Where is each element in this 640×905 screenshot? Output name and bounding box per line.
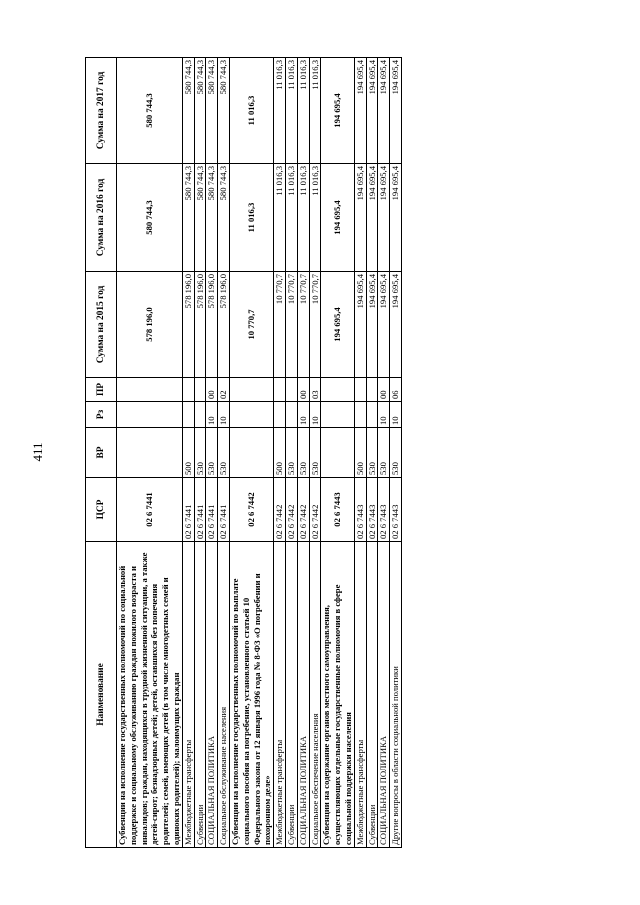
row-rz: [229, 402, 273, 428]
row-sum-2015: 194 695,4: [321, 272, 354, 378]
row-sum-2016: 580 744,3: [182, 164, 194, 272]
row-pr: [182, 378, 194, 402]
row-sum-2016: 11 016,3: [297, 164, 309, 272]
row-sum-2015: 10 770,7: [274, 272, 286, 378]
row-rz: [182, 402, 194, 428]
row-sum-2015: 10 770,7: [229, 272, 273, 378]
row-pr: [274, 378, 286, 402]
row-csr: 02 6 7441: [117, 478, 183, 542]
row-name: Субвенции на исполнение государственных полномочий по социальной поддержке и социальному обслуживанию граждан пожилого возраста и инвалидов; граждан, находящихся в трудной жизненной ситуации, а также детей-сирот; безнадзорных детей; детей, оставшихся без попечения родителей; семей, имеющих детей (в том числе многодетных семей и одиноких родителей); малоимущих граждан: [117, 542, 183, 848]
row-pr: [194, 378, 206, 402]
row-sum-2016: 580 744,3: [194, 164, 206, 272]
row-name: Субвенции: [194, 542, 206, 848]
row-vr: 530: [297, 428, 309, 478]
row-pr: 00: [297, 378, 309, 402]
row-rz: 10: [309, 402, 321, 428]
row-sum-2017: 11 016,3: [297, 58, 309, 164]
row-rz: 10: [378, 402, 390, 428]
table-row: [274, 58, 286, 848]
row-pr: [285, 378, 297, 402]
row-name: Субвенции на содержание органов местного самоуправления, осуществляющих отдельные государственные полномочия в сфере социальной поддержки населения: [321, 542, 354, 848]
row-sum-2015: 194 695,4: [354, 272, 366, 378]
row-vr: 500: [182, 428, 194, 478]
row-sum-2016: 11 016,3: [274, 164, 286, 272]
table-row: [206, 58, 218, 848]
row-sum-2017: 11 016,3: [285, 58, 297, 164]
row-name: Социальное обеспечение населения: [309, 542, 321, 848]
row-name: Межбюджетные трансферты: [182, 542, 194, 848]
row-name: Субвенции на исполнение государственных полномочий по выплате социального пособия на погребение, установленного статьей 10 Федерального закона от 12 января 1996 года № 8-ФЗ «О погребении и похоронном деле»: [229, 542, 273, 848]
row-rz: 10: [390, 402, 402, 428]
row-csr: 02 6 7442: [285, 478, 297, 542]
row-sum-2017: 11 016,3: [274, 58, 286, 164]
table-row: [117, 58, 183, 848]
table-header-row: [86, 58, 117, 848]
row-name: Субвенции: [366, 542, 378, 848]
row-sum-2017: 580 744,3: [117, 58, 183, 164]
header-2015: Сумма на 2015 год: [86, 272, 117, 378]
header-2017: Сумма на 2017 год: [86, 58, 117, 164]
row-rz: [366, 402, 378, 428]
header-pr: ПР: [86, 378, 117, 402]
row-pr: 00: [206, 378, 218, 402]
row-sum-2017: 580 744,3: [218, 58, 230, 164]
row-sum-2015: 10 770,7: [285, 272, 297, 378]
row-name: СОЦИАЛЬНАЯ ПОЛИТИКА: [378, 542, 390, 848]
row-csr: 02 6 7443: [321, 478, 354, 542]
row-vr: 530: [218, 428, 230, 478]
row-sum-2016: 580 744,3: [117, 164, 183, 272]
row-name: Другие вопросы в области социальной политики: [390, 542, 402, 848]
row-name: СОЦИАЛЬНАЯ ПОЛИТИКА: [297, 542, 309, 848]
row-sum-2015: 578 196,0: [194, 272, 206, 378]
row-rz: [194, 402, 206, 428]
row-sum-2015: 578 196,0: [182, 272, 194, 378]
table-row: [182, 58, 194, 848]
row-vr: 530: [390, 428, 402, 478]
row-name: Субвенции: [285, 542, 297, 848]
row-rz: [285, 402, 297, 428]
row-sum-2017: 11 016,3: [309, 58, 321, 164]
row-rz: [274, 402, 286, 428]
page-number: 411: [30, 442, 45, 462]
row-vr: [321, 428, 354, 478]
row-pr: [229, 378, 273, 402]
row-sum-2016: 11 016,3: [285, 164, 297, 272]
row-csr: 02 6 7441: [218, 478, 230, 542]
row-rz: 10: [206, 402, 218, 428]
row-sum-2017: 580 744,3: [194, 58, 206, 164]
row-pr: [321, 378, 354, 402]
table-row: [229, 58, 273, 848]
row-csr: 02 6 7443: [378, 478, 390, 542]
row-name: Межбюджетные трансферты: [354, 542, 366, 848]
table-row: [354, 58, 366, 848]
row-csr: 02 6 7442: [229, 478, 273, 542]
row-vr: 500: [354, 428, 366, 478]
table-row: [378, 58, 390, 848]
row-sum-2016: 580 744,3: [206, 164, 218, 272]
row-csr: 02 6 7442: [309, 478, 321, 542]
row-rz: 10: [297, 402, 309, 428]
row-sum-2016: 194 695,4: [354, 164, 366, 272]
header-csr: ЦСР: [86, 478, 117, 542]
row-sum-2015: 194 695,4: [390, 272, 402, 378]
row-sum-2016: 11 016,3: [229, 164, 273, 272]
row-sum-2017: 194 695,4: [366, 58, 378, 164]
row-sum-2017: 580 744,3: [206, 58, 218, 164]
row-pr: [117, 378, 183, 402]
row-sum-2017: 580 744,3: [182, 58, 194, 164]
header-2016: Сумма на 2016 год: [86, 164, 117, 272]
table-row: [194, 58, 206, 848]
row-sum-2017: 11 016,3: [229, 58, 273, 164]
row-name: Социальное обслуживание населения: [218, 542, 230, 848]
row-sum-2015: 194 695,4: [378, 272, 390, 378]
row-vr: 530: [366, 428, 378, 478]
row-sum-2017: 194 695,4: [378, 58, 390, 164]
row-sum-2017: 194 695,4: [390, 58, 402, 164]
row-vr: 530: [285, 428, 297, 478]
row-rz: [321, 402, 354, 428]
row-csr: 02 6 7441: [182, 478, 194, 542]
table-row: [390, 58, 402, 848]
rotated-table-container: [85, 58, 555, 848]
row-name: СОЦИАЛЬНАЯ ПОЛИТИКА: [206, 542, 218, 848]
header-name: Наименование: [86, 542, 117, 848]
row-pr: 02: [218, 378, 230, 402]
table-row: [366, 58, 378, 848]
row-vr: 500: [274, 428, 286, 478]
row-csr: 02 6 7443: [354, 478, 366, 542]
row-pr: 00: [378, 378, 390, 402]
table-row: [285, 58, 297, 848]
row-sum-2015: 194 695,4: [366, 272, 378, 378]
row-vr: 530: [206, 428, 218, 478]
header-vr: ВР: [86, 428, 117, 478]
header-rz: Рз: [86, 402, 117, 428]
row-sum-2016: 580 744,3: [218, 164, 230, 272]
row-sum-2016: 194 695,4: [366, 164, 378, 272]
row-vr: [117, 428, 183, 478]
row-vr: [229, 428, 273, 478]
row-csr: 02 6 7441: [206, 478, 218, 542]
table-row: [297, 58, 309, 848]
row-csr: 02 6 7443: [366, 478, 378, 542]
row-sum-2016: 194 695,4: [321, 164, 354, 272]
row-csr: 02 6 7442: [274, 478, 286, 542]
row-sum-2016: 194 695,4: [390, 164, 402, 272]
row-pr: [366, 378, 378, 402]
row-sum-2015: 578 196,0: [117, 272, 183, 378]
row-pr: 03: [309, 378, 321, 402]
row-csr: 02 6 7443: [390, 478, 402, 542]
budget-table: [85, 57, 402, 848]
row-sum-2017: 194 695,4: [354, 58, 366, 164]
row-name: Межбюджетные трансферты: [274, 542, 286, 848]
row-vr: 530: [378, 428, 390, 478]
row-rz: [117, 402, 183, 428]
row-sum-2015: 10 770,7: [309, 272, 321, 378]
row-sum-2015: 10 770,7: [297, 272, 309, 378]
row-pr: [354, 378, 366, 402]
row-csr: 02 6 7441: [194, 478, 206, 542]
row-vr: 530: [194, 428, 206, 478]
row-pr: 06: [390, 378, 402, 402]
row-csr: 02 6 7442: [297, 478, 309, 542]
row-sum-2015: 578 196,0: [206, 272, 218, 378]
table-row: [218, 58, 230, 848]
row-sum-2015: 578 196,0: [218, 272, 230, 378]
row-sum-2016: 194 695,4: [378, 164, 390, 272]
table-row: [309, 58, 321, 848]
row-vr: 530: [309, 428, 321, 478]
row-rz: [354, 402, 366, 428]
row-sum-2016: 11 016,3: [309, 164, 321, 272]
row-sum-2017: 194 695,4: [321, 58, 354, 164]
table-row: [321, 58, 354, 848]
row-rz: 10: [218, 402, 230, 428]
